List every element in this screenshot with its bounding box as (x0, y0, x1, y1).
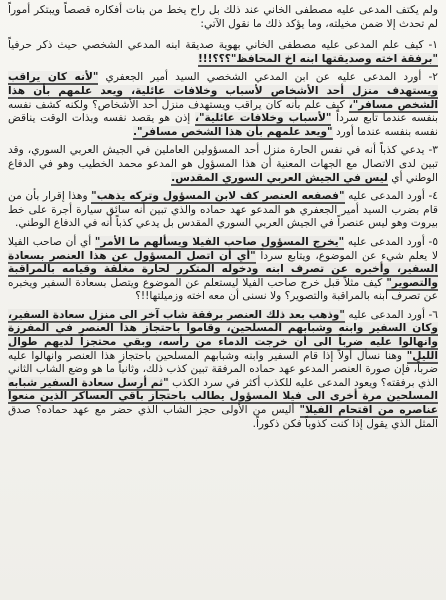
paragraph-6-number: ٦- (428, 308, 438, 321)
paragraph-5-quote-2: "أي أن اتصل المسؤول عن هذا العنصر بسعادة السفير، وأخبره عن تصرف ابنه ودخوله المتكرر لحارة مغلقة وقيامه بالمراقبة والتصوير" (8, 249, 438, 289)
paragraph-5-text-b: أي أن صاحب الفيلا لا يعلم شيء عن الموضوع، ويتابع سرداً (8, 235, 439, 262)
paragraph-2-text-b: كيف علم بأنه كان يراقب ويستهدف منزل أحد الأشخاص؟ ولكنه كشف نفسه بنفسه عندما تابع سرداً (8, 98, 438, 125)
paragraph-6-text-a: أورد المدعى عليه (348, 308, 425, 321)
paragraph-2 (8, 71, 438, 139)
paragraph-6-quote-1: "وذهب بعد ذلك العنصر برفقة شاب آخر الى منزل سعادة السفير، وكان السفير وابنه وشبابهم المسلحين، وقاموا باحتجاز هذا العنصر في المفرزة وانهالوا عليه ضرباً الى أن خرجت الدماء من رأسه، وبقي محتجزاً لديهم طوال الليل" (8, 308, 438, 362)
paragraph-1-number: ١- (428, 39, 438, 52)
intro-text: ولم يكتف المدعى عليه مصطفى الخاني عند ذلك بل راح يخط من بنات أفكاره قصصاً ويبتكر أموراً لم تحدث إلا ضمن مخيلته، وما يؤكد ذلك ما نقول الآتي: (8, 4, 438, 30)
paragraph-2-number: ٢- (428, 71, 438, 84)
paragraph-1-quote: "برفقة اخته وصديقتها ابنه اخ المحافظ"؟؟؟!!! (197, 52, 438, 65)
paragraph-6-text-c: أليس من الأولى حجز الشاب الذي حضر مع عهد حماده؟ صدق المثل الذي يقول إذا كنت كذوباً فكن ذكوراً. (8, 404, 438, 430)
paragraph-4-number: ٤- (428, 190, 438, 203)
paragraph-2-quote-3: "ويعد علمهم بأن هذا الشخص مسافر". (133, 125, 333, 138)
paragraph-4-text-b: وهذا إقرار بأن من قام بضرب السيد أمير الجعفري هو المدعو عهد حماده والذي تبين أنه سائق سيارة أجرة على خط بيروت وهو ليس عنصراً في الجيش العربي السوري المقدس بل يدعي كذباً أنه في الدفاع الوطني. (8, 190, 438, 230)
paragraph-6-text-b: وهنا نسأل أولاً إذا قام السفير وابنه وشبابهم المسلحين باحتجاز هذا العنصر وانهالوا عليه ضرباً، فإن صورة العنصر المدعو عهد حماده المرفقة تبين كذب ذلك، وثانياً ما هو وضع الشاب الثاني الذي برفقته؟ ويعود المدعى عليه للكذب أكثر في سرد الكذب (8, 349, 438, 389)
paragraph-4 (8, 190, 438, 231)
paragraph-3 (8, 144, 438, 185)
paragraph-5 (8, 236, 438, 304)
paragraph-5-quote-1: "يخرج المسؤول صاحب الفيلا ويسألهم ما الأمر" (94, 235, 345, 248)
paragraph-5-text-c: كيف مثلاً قبل خرج صاحب الفيلا ليستعلم عن الموضوع ويتصل بسعادة السفير ويخبره عن تصرف ابنه بالمراقبة والتصوير؟ ولا نسنى أن معه اخته وزميلتها!!؟ (8, 276, 438, 303)
paragraph-1 (8, 39, 438, 66)
paragraph-3-number: ٣- (428, 144, 438, 157)
paragraph-5-text-a: أورد المدعى عليه (347, 235, 425, 248)
paragraph-2-text-c: إذن هو يقصد نفسه وبذات الوقت يناقض نفسه بنفسه عندما أورد (8, 112, 438, 138)
paragraph-2-quote-1: "لأنه كان يراقب ويستهدف منزل أحد الأشخاص لأسباب وخلافات عائلية، ويعد علمهم بأن هذا الشخص مسافر"، (8, 71, 438, 111)
paragraph-2-text-a: أورد المدعى عليه عن ابن المدعي الشخصي السيد أمير الجعفري (105, 71, 422, 84)
paragraph-3-quote: ليس في الجيش العربي السوري المقدس. (171, 171, 388, 184)
paragraph-4-text-a: أورد المدعى عليه (348, 190, 425, 203)
intro-paragraph (8, 4, 438, 31)
paragraph-2-quote-2: "لأسباب وخلافات عائلية"، (194, 112, 332, 125)
paragraph-6 (8, 309, 438, 431)
paragraph-4-quote: "فصفعه العنصر كف لابن المسؤول وتركه يذهب" (91, 190, 345, 203)
paragraph-1-text: كيف علم المدعى عليه مصطفى الخاني بهوية صديقة ابنه المدعي الشخصي حيث ذكر حرفياً (8, 39, 424, 52)
paragraph-6-quote-2: "ثم أرسل سعادة السفير شبابه المسلحين مرة أخرى الى فيلا المسؤول يطالب باحتجاز باقي العساكر الذين منعوا عناصره من اقتحام الفيلا" (8, 376, 439, 417)
paragraph-5-number: ٥- (428, 235, 439, 248)
paragraph-3-text: يدعي كذباً أنه في نفس الحارة منزل أحد المسؤولين العاملين في الجيش العربي السوري، وقد تبين لدى الاتصال مع الجهات المعنية أن هذا المسؤول هو المدعو محمد الخطيب وهو في الدفاع الوطني أي (8, 144, 438, 184)
